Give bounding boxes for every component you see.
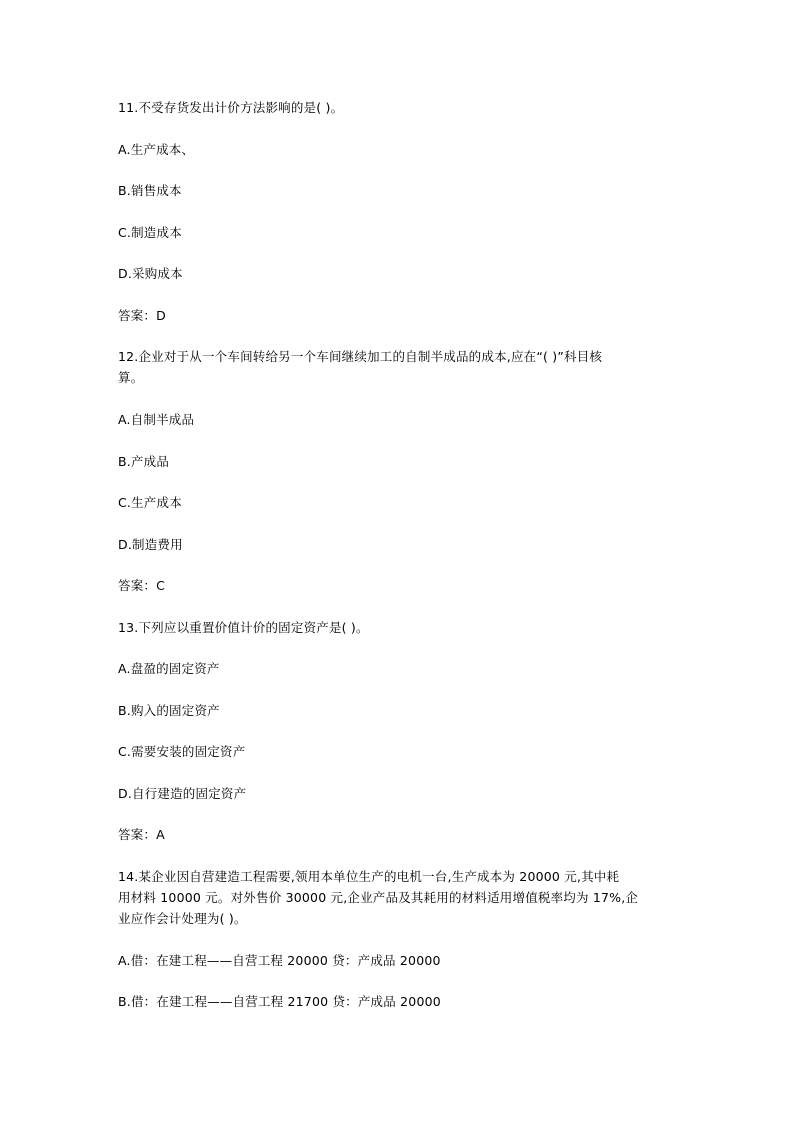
question-13-option-d: D.自行建造的固定资产 <box>118 786 247 801</box>
question-14-option-a: A.借：在建工程——自营工程 20000 贷：产成品 20000 <box>118 953 441 968</box>
question-13-option-b: B.购入的固定资产 <box>118 703 220 718</box>
question-11-stem: 11.不受存货发出计价方法影响的是( )。 <box>118 100 344 115</box>
question-12-option-a: A.自制半成品 <box>118 412 195 427</box>
question-14-option-b: B.借：在建工程——自营工程 21700 贷：产成品 20000 <box>118 994 441 1009</box>
question-13-option-c: C.需要安装的固定资产 <box>118 744 246 759</box>
question-12-stem-line-1: 12.企业对于从一个车间转给另一个车间继续加工的自制半成品的成本,应在“( )”科目核 <box>118 349 603 364</box>
question-12-option-d: D.制造费用 <box>118 537 183 552</box>
question-14-stem-line-1: 14.某企业因自营建造工程需要,领用本单位生产的电机一台,生产成本为 20000 元,其中耗 <box>118 869 620 884</box>
question-13-answer: 答案：A <box>118 827 165 842</box>
question-12-stem-line-2: 算。 <box>118 370 144 385</box>
question-11-option-b: B.销售成本 <box>118 183 182 198</box>
question-14-stem-line-2: 用材料 10000 元。对外售价 30000 元,企业产品及其耗用的材料适用增值税率均为 17%,企 <box>118 890 639 905</box>
question-11-answer: 答案：D <box>118 308 166 323</box>
question-13-option-a: A.盘盈的固定资产 <box>118 661 220 676</box>
question-12-option-c: C.生产成本 <box>118 495 182 510</box>
question-12-option-b: B.产成品 <box>118 454 170 469</box>
question-12-answer: 答案：C <box>118 578 166 593</box>
question-13-stem: 13.下列应以重置价值计价的固定资产是( )。 <box>118 620 369 635</box>
question-11-option-a: A.生产成本、 <box>118 142 195 157</box>
question-11-option-d: D.采购成本 <box>118 266 183 281</box>
question-14-stem-line-3: 业应作会计处理为( )。 <box>118 911 247 926</box>
question-11-option-c: C.制造成本 <box>118 225 182 240</box>
